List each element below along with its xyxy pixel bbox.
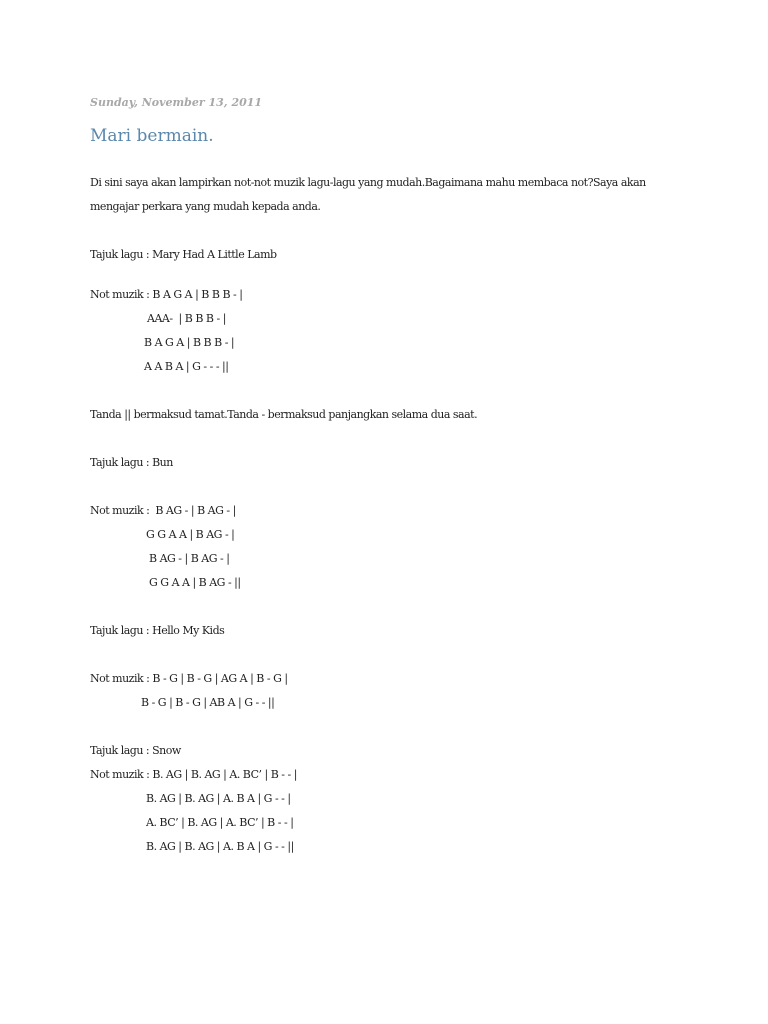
song-title-snow: Tajuk lagu : Snow <box>90 744 181 757</box>
note-line: B. AG | B. AG | A. B A | G - - || <box>146 840 294 853</box>
intro-line-1: Di sini saya akan lampirkan not-not muzik lagu-lagu yang mudah.Bagaimana mahu membaca not?Saya akan <box>90 176 646 189</box>
note-line: Not muzik : B AG - | B AG - | <box>90 504 236 517</box>
post-title[interactable]: Mari bermain. <box>90 126 214 146</box>
intro-line-2: mengajar perkara yang mudah kepada anda. <box>90 200 321 213</box>
song-title-hello-my-kids: Tajuk lagu : Hello My Kids <box>90 624 225 637</box>
song-title-bun: Tajuk lagu : Bun <box>90 456 173 469</box>
note-line: G G A A | B AG - || <box>149 576 241 589</box>
note-line: Not muzik : B A G A | B B B - | <box>90 288 243 301</box>
note-line: Not muzik : B - G | B - G | AG A | B - G | <box>90 672 288 685</box>
note-line: G G A A | B AG - | <box>146 528 235 541</box>
note-line: B A G A | B B B - | <box>144 336 235 349</box>
note-line: B. AG | B. AG | A. B A | G - - | <box>146 792 291 805</box>
song-title-mary: Tajuk lagu : Mary Had A Little Lamb <box>90 248 277 261</box>
note-line: Not muzik : B. AG | B. AG | A. BC’ | B - - | <box>90 768 297 781</box>
post-date: Sunday, November 13, 2011 <box>90 96 263 109</box>
note-line: A A B A | G - - - || <box>144 360 229 373</box>
note-line: B - G | B - G | AB A | G - - || <box>141 696 275 709</box>
tanda-explanation: Tanda || bermaksud tamat.Tanda - bermaksud panjangkan selama dua saat. <box>90 408 478 421</box>
note-line: A. BC’ | B. AG | A. BC’ | B - - | <box>146 816 294 829</box>
note-line: B AG - | B AG - | <box>149 552 230 565</box>
note-line: AAA- | B B B - | <box>147 312 226 325</box>
